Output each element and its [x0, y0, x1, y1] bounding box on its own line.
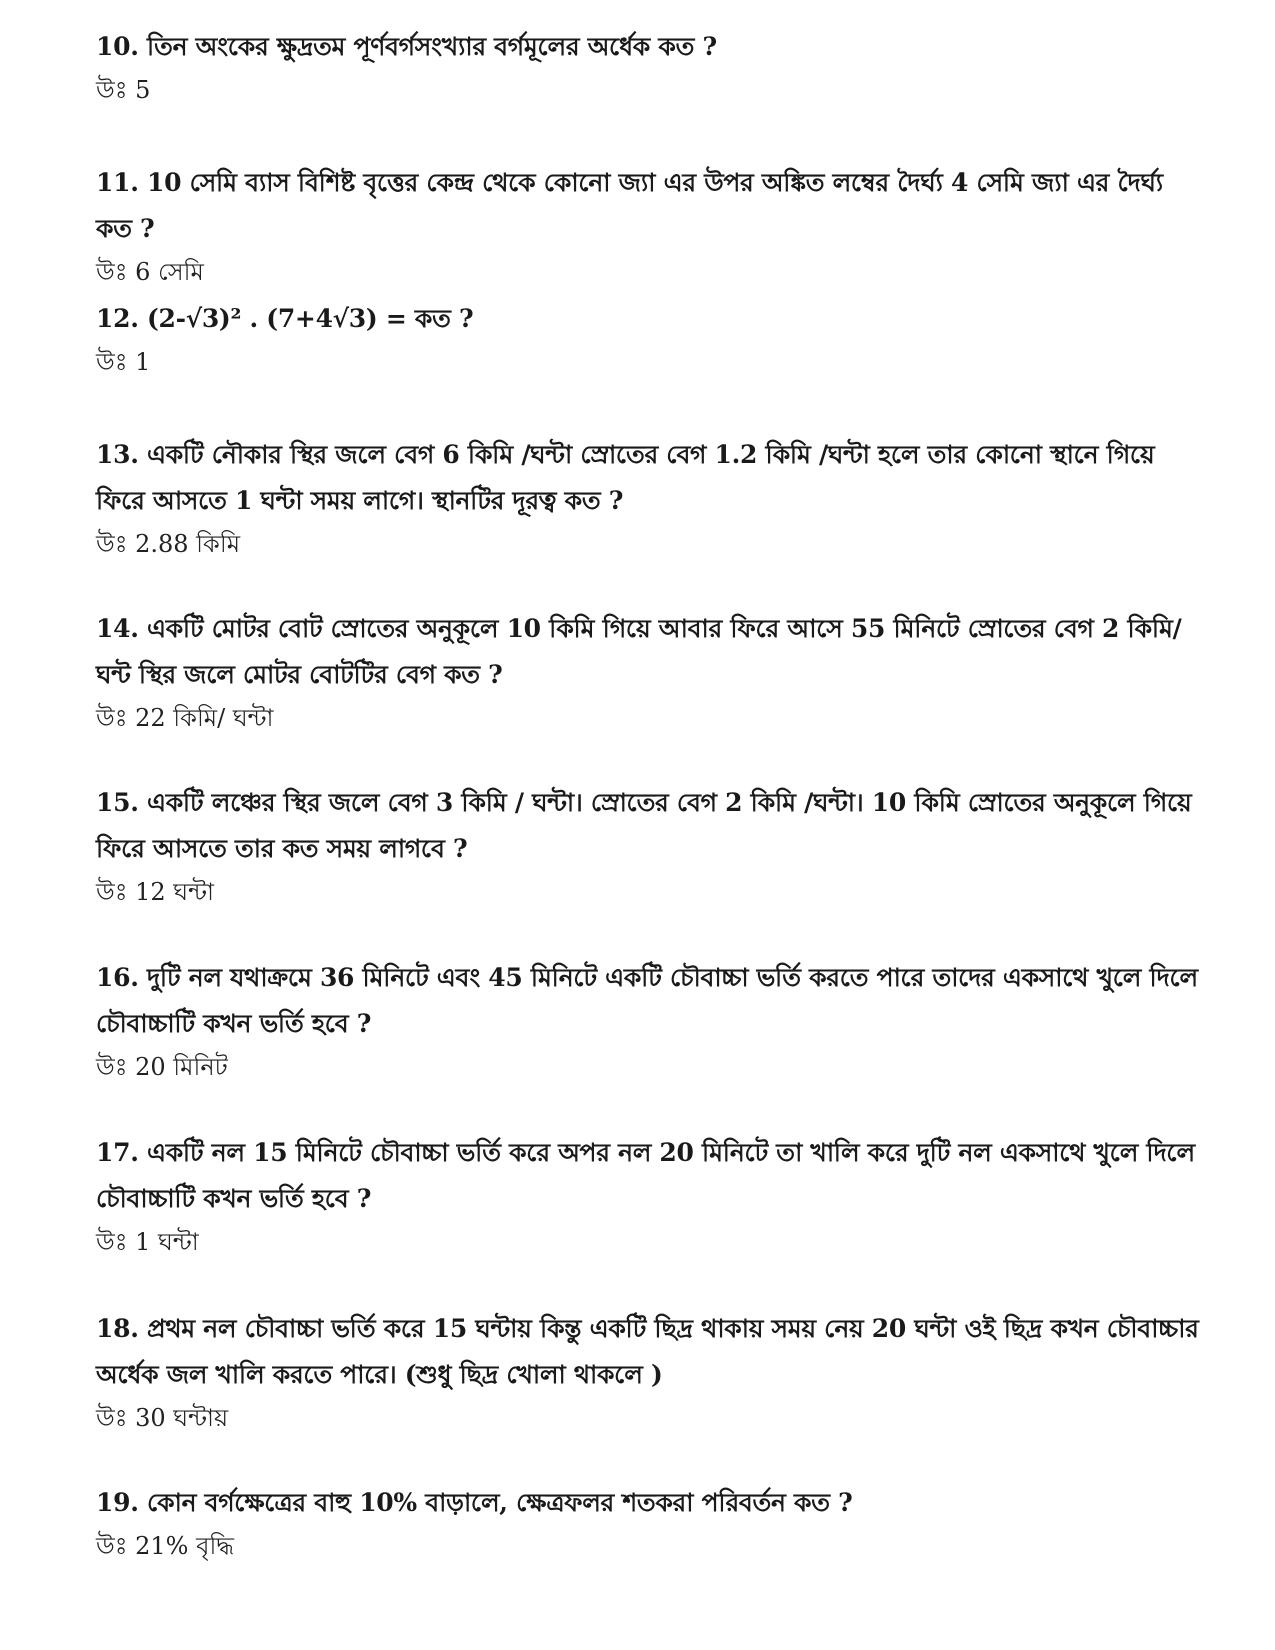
question-text: 12. (2-√3)² . (7+4√3) = কত ?	[96, 304, 474, 333]
question-block-18	[96, 1306, 1206, 1438]
question-text: 18. প্রথম নল চৌবাচ্চা ভর্তি করে 15 ঘন্টায় কিন্তু একটি ছিদ্র থাকায় সময় নেয় 20 ঘন্টা ওই ছিদ্র কখন চৌবাচ্চার অর্ধেক জল খালি করতে পারে। (শুধু ছিদ্র খোলা থাকলে )	[96, 1314, 1199, 1389]
answer-text: উঃ 6 সেমি	[96, 258, 204, 286]
question-text: 17. একটি নল 15 মিনিটে চৌবাচ্চা ভর্তি করে অপর নল 20 মিনিটে তা খালি করে দুটি নল একসাথে খুলে দিলে চৌবাচ্চাটি কখন ভর্তি হবে ?	[96, 1138, 1195, 1213]
question-block-19	[96, 1480, 1206, 1566]
question-block-10	[96, 24, 1206, 110]
question-block-15	[96, 780, 1206, 912]
answer-text: উঃ 1	[96, 348, 151, 376]
question-block-13	[96, 432, 1206, 564]
question-text: 15. একটি লঞ্চের স্থির জলে বেগ 3 কিমি / ঘন্টা। স্রোতের বেগ 2 কিমি /ঘন্টা। 10 কিমি স্রোতের অনুকূলে গিয়ে ফিরে আসতে তার কত সময় লাগবে ?	[96, 788, 1192, 863]
answer-text: উঃ 22 কিমি/ ঘন্টা	[96, 704, 274, 732]
question-text: 10. তিন অংকের ক্ষুদ্রতম পূর্ণবর্গসংখ্যার বর্গমূলের অর্ধেক কত ?	[96, 32, 717, 61]
answer-text: উঃ 30 ঘন্টায়	[96, 1404, 229, 1432]
answer-text: উঃ 12 ঘন্টা	[96, 878, 214, 906]
answer-text: উঃ 2.88 কিমি	[96, 530, 241, 558]
question-text: 13. একটি নৌকার স্থির জলে বেগ 6 কিমি /ঘন্টা স্রোতের বেগ 1.2 কিমি /ঘন্টা হলে তার কোনো স্থানে গিয়ে ফিরে আসতে 1 ঘন্টা সময় লাগে। স্থানটির দূরত্ব কত ?	[96, 440, 1155, 515]
question-text: 14. একটি মোটর বোট স্রোতের অনুকূলে 10 কিমি গিয়ে আবার ফিরে আসে 55 মিনিটে স্রোতের বেগ 2 কিমি/ ঘন্ট স্থির জলে মোটর বোটটির বেগ কত ?	[96, 614, 1182, 689]
question-block-14	[96, 606, 1206, 738]
answer-text: উঃ 5	[96, 76, 151, 104]
question-block-11	[96, 160, 1206, 292]
question-text: 11. 10 সেমি ব্যাস বিশিষ্ট বৃত্তের কেন্দ্র থেকে কোনো জ্যা এর উপর অঙ্কিত লম্বের দৈর্ঘ্য 4 সেমি জ্যা এর দৈর্ঘ্য কত ?	[96, 168, 1163, 243]
question-text: 19. কোন বর্গক্ষেত্রের বাহু 10% বাড়ালে, ক্ষেত্রফলর শতকরা পরিবর্তন কত ?	[96, 1488, 853, 1517]
answer-text: উঃ 20 মিনিট	[96, 1053, 228, 1081]
question-block-17	[96, 1130, 1206, 1262]
answer-text: উঃ 1 ঘন্টা	[96, 1228, 199, 1256]
question-block-16	[96, 955, 1206, 1087]
question-text: 16. দুটি নল যথাক্রমে 36 মিনিটে এবং 45 মিনিটে একটি চৌবাচ্চা ভর্তি করতে পারে তাদের একসাথে খুলে দিলে চৌবাচ্চাটি কখন ভর্তি হবে ?	[96, 963, 1198, 1038]
question-block-12	[96, 296, 1206, 382]
answer-text: উঃ 21% বৃদ্ধি	[96, 1532, 234, 1560]
